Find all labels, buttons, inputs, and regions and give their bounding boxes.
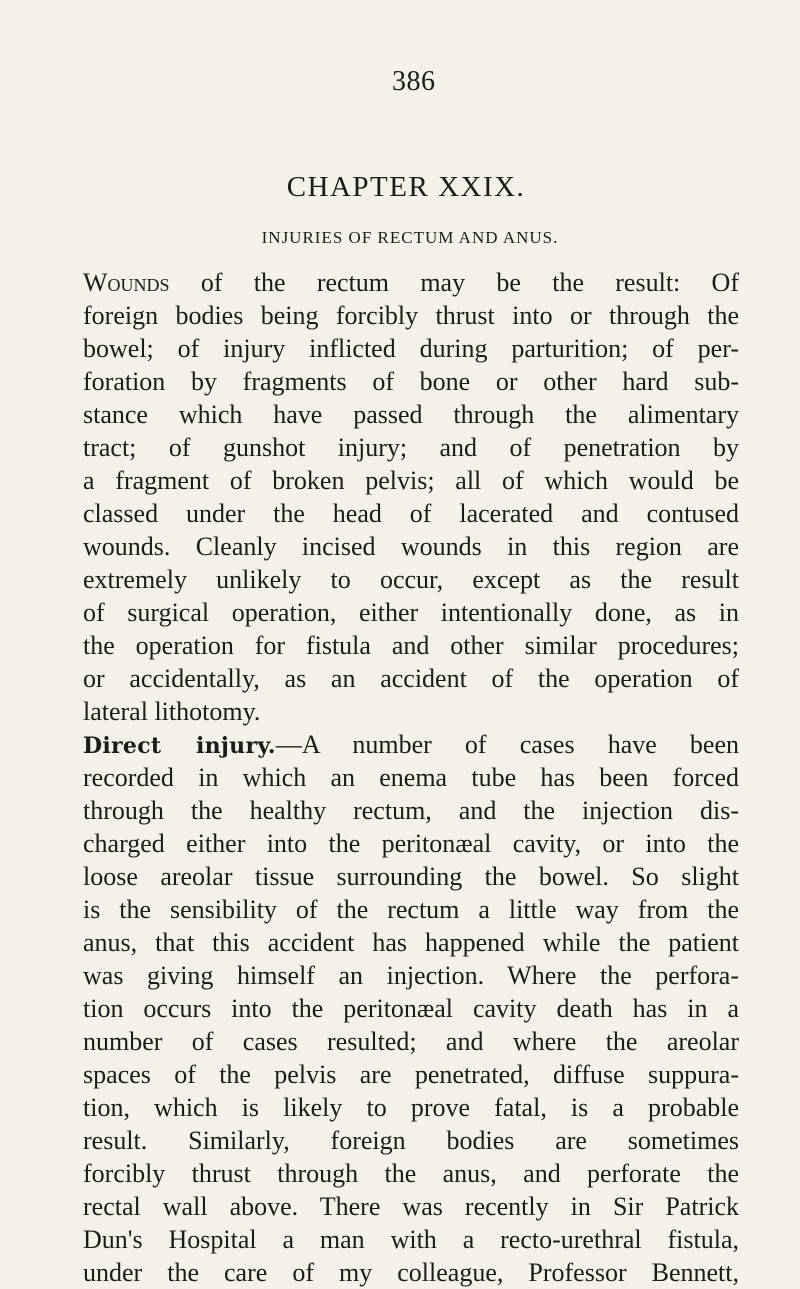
- text-line: recorded in which an enema tube has been forced: [83, 763, 739, 792]
- text-line: classed under the head of lacerated and contused: [83, 499, 739, 528]
- text-line: under the care of my colleague, Professor Bennett,: [83, 1258, 739, 1287]
- text-line: [83, 728, 739, 761]
- chapter-title: CHAPTER XXIX.: [286, 171, 526, 203]
- text-line: tract; of gunshot injury; and of penetration by: [83, 433, 739, 462]
- text-line-content: —A number of cases have been: [275, 730, 739, 759]
- text-line: extremely unlikely to occur, except as the result: [83, 565, 739, 594]
- body-text: [83, 266, 739, 1289]
- text-line: is the sensibility of the rectum a little way from the: [83, 895, 739, 924]
- text-line: tion occurs into the peritonæal cavity death has in a: [83, 994, 739, 1023]
- section-run-in-heading: Direct injury.: [83, 733, 276, 759]
- text-line: was giving himself an injection. Where the perfora-: [83, 961, 739, 990]
- text-line: stance which have passed through the alimentary: [83, 400, 739, 429]
- text-line: a fragment of broken pelvis; all of which would be: [83, 466, 739, 495]
- text-line: rectal wall above. There was recently in Sir Patrick: [83, 1192, 739, 1221]
- text-line: charged either into the peritonæal cavity, or into the: [83, 829, 739, 858]
- text-line: through the healthy rectum, and the injection dis-: [83, 796, 739, 825]
- text-line: or accidentally, as an accident of the operation of: [83, 664, 739, 693]
- text-line: anus, that this accident has happened while the patient: [83, 928, 739, 957]
- text-line: foration by fragments of bone or other hard sub-: [83, 367, 739, 396]
- paragraph-lead-word: Wounds: [83, 268, 170, 297]
- text-line: spaces of the pelvis are penetrated, diffuse suppura-: [83, 1060, 739, 1089]
- text-line: number of cases resulted; and where the areolar: [83, 1027, 739, 1056]
- text-line: wounds. Cleanly incised wounds in this region are: [83, 532, 739, 561]
- chapter-subtitle: INJURIES OF RECTUM AND ANUS.: [261, 228, 559, 247]
- text-line: bowel; of injury inflicted during parturition; of per-: [83, 334, 739, 363]
- text-line: foreign bodies being forcibly thrust into or through the: [83, 301, 739, 330]
- text-line: tion, which is likely to prove fatal, is a probable: [83, 1093, 739, 1122]
- text-line: lateral lithotomy.: [83, 697, 261, 726]
- text-line: result. Similarly, foreign bodies are sometimes: [83, 1126, 739, 1155]
- text-line: of surgical operation, either intentionally done, as in: [83, 598, 739, 627]
- text-line: Dun's Hospital a man with a recto-urethral fistula,: [83, 1225, 739, 1254]
- text-line-content: of the rectum may be the result: Of: [169, 268, 739, 297]
- text-line: the operation for fistula and other similar procedures;: [83, 631, 739, 660]
- text-line: [83, 266, 739, 299]
- page-number: 386: [392, 66, 436, 97]
- text-line: loose areolar tissue surrounding the bowel. So slight: [83, 862, 739, 891]
- text-line: forcibly thrust through the anus, and perforate the: [83, 1159, 739, 1188]
